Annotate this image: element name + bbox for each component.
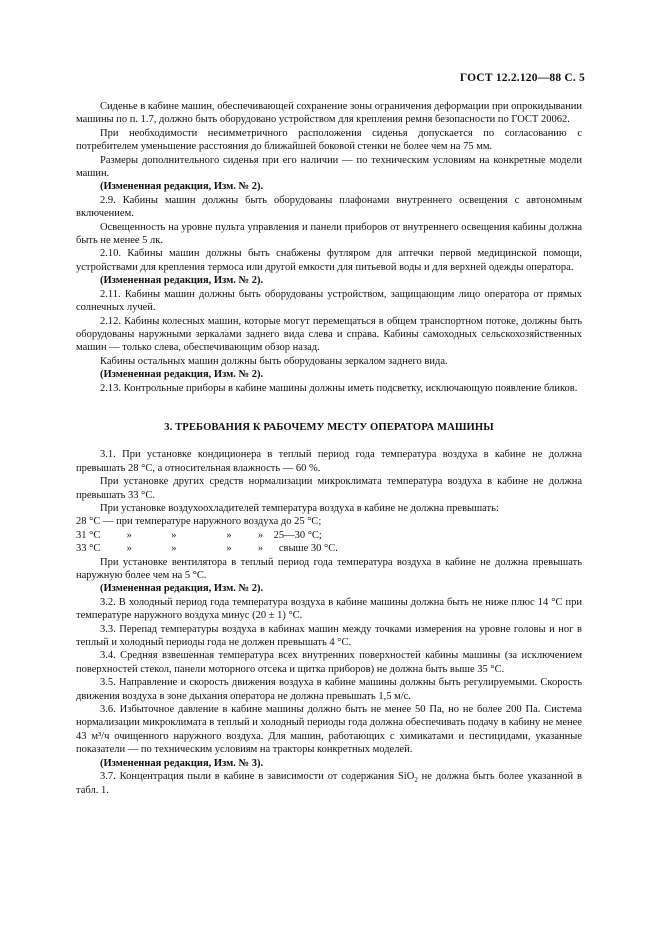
paragraph: При установке воздухоохладителей температура воздуха в кабине не должна превышать:: [100, 502, 499, 514]
paragraph: 3.3. Перепад температуры воздуха в кабинах машин между точками измерения на уровне головы и ног в теплый и холодный периоды года не должен превышать 4 °С.: [76, 623, 582, 649]
edition-note: (Измененная редакция, Изм. № 3).: [100, 757, 264, 769]
paragraph: 3.6. Избыточное давление в кабине машины должно быть не менее 50 Па, но не более 200 Па. Система нормализации микроклимата в теплый и холодный периоды года должна обеспечивать подачу в кабину не менее 43 м³/ч очищенного наружного воздуха. Для машин, работающих с химикатами и пестицидами, указанные показатели — по техническим условиям на тракторы конкретных моделей.: [76, 704, 582, 756]
document-body: [76, 100, 582, 797]
paragraph: 2.10. Кабины машин должны быть снабжены футляром для аптечки первой медицинской помощи, устройствами для крепления термоса или другой емкости для питьевой воды и для верхней одежды оператора.: [76, 248, 582, 273]
paragraph: 2.11. Кабины машин должны быть оборудованы устройством, защищающим лицо оператора от прямых солнечных лучей.: [76, 288, 582, 314]
paragraph: 3.2. В холодный период года температура воздуха в кабине машины должна быть не ниже плюс 14 °С при температуре наружного воздуха минус (20 ± 1) °С.: [76, 596, 582, 622]
paragraph: 2.13. Контрольные приборы в кабине машины должны иметь подсветку, исключающую появление бликов.: [100, 382, 578, 394]
temperature-list-item: 33 °С » » » » свыше 30 °С.: [76, 543, 338, 555]
paragraph: 2.9. Кабины машин должны быть оборудованы плафонами внутреннего освещения с автономным включением.: [76, 194, 582, 220]
paragraph: Освещенность на уровне пульта управления и панели приборов от внутреннего освещения кабины должна быть не менее 5 лк.: [76, 221, 582, 247]
paragraph: 3.4. Средняя взвешенная температура всех внутренних поверхностей кабины машины (за исключением поверхностей стекол, панели моторного отсека и щитка приборов) не должна быть выше 35 °С.: [76, 650, 582, 675]
paragraph: 2.12. Кабины колесных машин, которые могут перемещаться в общем транспортном потоке, должны быть оборудованы наружными зеркалами заднего вида слева и справа. Кабины самоходных сельскохозяйственных машин — только слева, обеспечивающим обзор назад.: [76, 315, 582, 354]
temperature-list-item: 28 °С — при температуре наружного воздуха до 25 °С;: [76, 516, 322, 528]
paragraph: [76, 770, 582, 797]
paragraph: При установке других средств нормализации микроклимата температура воздуха в кабине не должна превышать 33 °С.: [76, 476, 582, 501]
paragraph: При установке вентилятора в теплый период года температура воздуха в кабине не должна превышать наружную более чем на 5 °С.: [76, 556, 582, 581]
temperature-list-item: 31 °С » » » » 25—30 °С;: [76, 529, 322, 541]
edition-note: (Измененная редакция, Изм. № 2).: [100, 369, 264, 381]
paragraph: Сиденье в кабине машин, обеспечивающей сохранение зоны ограничения деформации при опрокидывании машины по п. 1.7, должно быть оборудовано устройством для крепления ремня безопасности по ГОСТ 20062.: [76, 101, 582, 126]
paragraph: При необходимости несимметричного расположения сиденья допускается по согласованию с потребителем уменьшение расстояния до ближайшей боковой стенки не более чем на 75 мм.: [76, 127, 582, 153]
edition-note: (Измененная редакция, Изм. № 2).: [100, 275, 264, 287]
paragraph-text: 3.7. Концентрация пыли в кабине в зависимости от содержания SiO: [100, 771, 415, 783]
paragraph-text: не должна быть более указанной в табл. 1.: [76, 771, 582, 796]
paragraph: 3.1. При установке кондиционера в теплый период года температура воздуха в кабине не должна превышать 28 °С, а относительная влажность — 60 %.: [76, 449, 582, 474]
paragraph: 3.5. Направление и скорость движения воздуха в кабине машины должны быть регулируемыми. Скорость движения воздуха в зоне дыхания оператора не должна превышать 1,5 м/с.: [76, 677, 582, 702]
page-header: ГОСТ 12.2.120—88 С. 5: [459, 72, 585, 84]
paragraph: Кабины остальных машин должны быть оборудованы зеркалом заднего вида.: [100, 355, 448, 367]
subscript: 2: [414, 776, 418, 785]
paragraph: Размеры дополнительного сиденья при его наличии — по техническим условиям на конкретные модели машин.: [76, 154, 582, 180]
edition-note: (Измененная редакция, Изм. № 2).: [100, 181, 264, 193]
section-title: 3. ТРЕБОВАНИЯ К РАБОЧЕМУ МЕСТУ ОПЕРАТОРА МАШИНЫ: [164, 421, 494, 433]
edition-note: (Измененная редакция, Изм. № 2).: [100, 583, 264, 595]
